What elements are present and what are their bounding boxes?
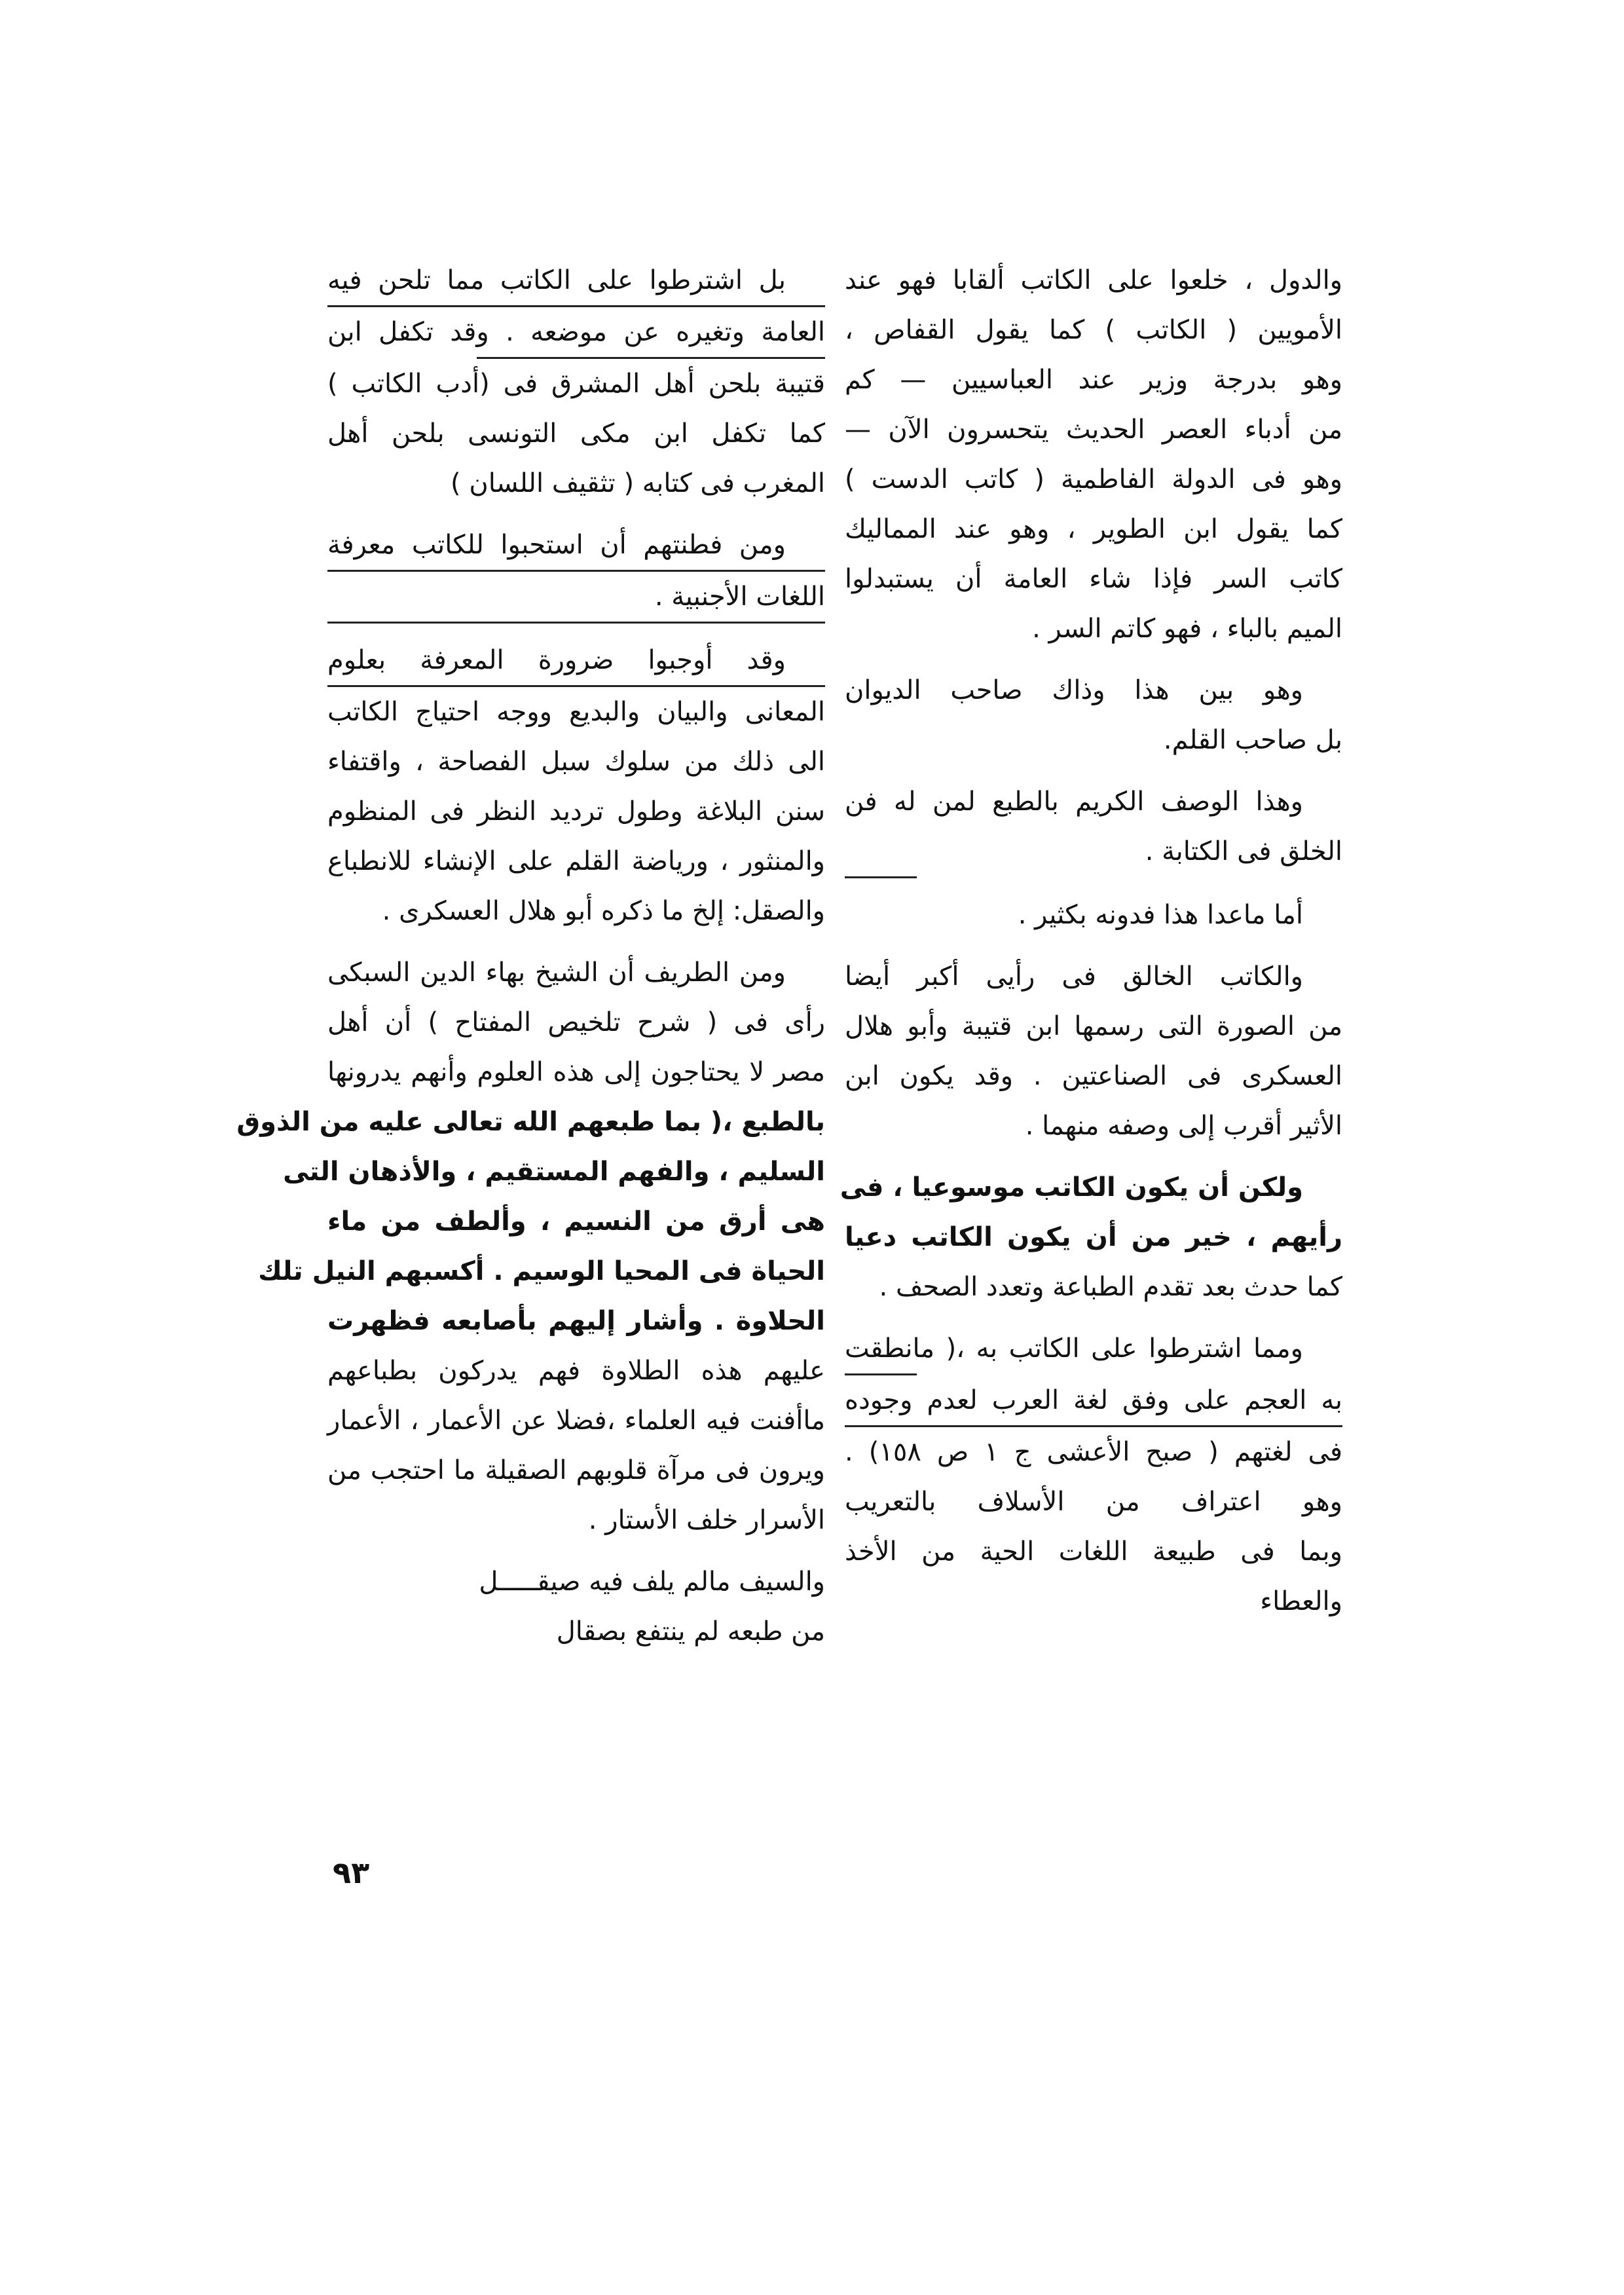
text-line: من أدباء العصر الحديث يتحسرون الآن — <box>845 415 1342 445</box>
right-column <box>840 255 1342 1638</box>
text-line: كما تكفل ابن مكى التونسى بلحن أهل <box>327 419 825 449</box>
text-line: الى ذلك من سلوك سبل الفصاحة ، واقتفاء <box>327 747 825 777</box>
text-line: الأثير أقرب إلى وصفه منهما . <box>1025 1111 1342 1141</box>
text-line: وهو فى الدولة الفاطمية ( كاتب الدست ) <box>845 464 1342 494</box>
text-line: الحياة فى المحيا الوسيم . أكسبهم النيل تلك <box>258 1256 825 1286</box>
paragraph <box>845 777 1342 878</box>
text-line: المعانى والبيان والبديع ووجه احتياج الكاتب <box>327 697 825 727</box>
text-line: بل اشترطوا على الكاتب مما تلحن فيه <box>327 265 786 295</box>
text-line: بل صاحب القلم. <box>1163 725 1342 755</box>
paragraph <box>327 255 825 508</box>
text-line: العسكرى فى الصناعتين . وقد يكون ابن <box>845 1061 1342 1091</box>
paragraph <box>840 1163 1342 1312</box>
page-number: ٩٣ <box>333 1855 370 1890</box>
text-line: ماأفنت فيه العلماء ،فضلا عن الأعمار ، الأعمار <box>327 1406 825 1436</box>
text-line: رأيهم ، خير من أن يكون الكاتب دعيا <box>845 1222 1342 1252</box>
text-line: وبما فى طبيعة اللغات الحية من الأخذ <box>845 1537 1342 1567</box>
verse-line: والسيف مالم يلف فيه صيقـــــل <box>479 1567 825 1597</box>
text-line: قتيبة بلحن أهل المشرق فى (أدب الكاتب ) <box>327 369 825 399</box>
text-line: وهو بين هذا وذاك صاحب الديوان <box>845 675 1303 705</box>
paragraph <box>845 255 1342 654</box>
text-line: أما ماعدا هذا فدونه بكثير . <box>1018 900 1303 930</box>
text-line: والعطاء <box>1260 1586 1342 1616</box>
paragraph <box>327 520 825 624</box>
text-line: من الصورة التى رسمها ابن قتيبة وأبو هلال <box>845 1011 1342 1041</box>
paragraph <box>236 948 825 1545</box>
text-line: وهو بدرجة وزير عند العباسيين — كم <box>845 365 1342 395</box>
text-line: ومما اشترطوا على الكاتب به ،( مانطقت <box>845 1334 1303 1364</box>
verse <box>327 1557 825 1656</box>
underline-mark <box>327 622 825 624</box>
text-line: والكاتب الخالق فى رأيى أكبر أيضا <box>845 961 1303 992</box>
paragraph <box>845 1324 1342 1626</box>
text-line: اللغات الأجنبية . <box>654 582 825 612</box>
text-line: كاتب السر فإذا شاء العامة أن يستبدلوا <box>845 564 1342 594</box>
text-line: كما حدث بعد تقدم الطباعة وتعدد الصحف . <box>879 1272 1342 1302</box>
paragraph <box>845 952 1342 1151</box>
underline-mark <box>845 876 917 878</box>
text-line: كما يقول ابن الطوير ، وهو عند المماليك <box>845 514 1342 544</box>
text-line: وهو اعتراف من الأسلاف بالتعريب <box>845 1487 1342 1517</box>
text-line: الأمويين ( الكاتب ) كما يقول القفاص ، <box>845 315 1342 345</box>
text-line: المغرب فى كتابه ( تثقيف اللسان ) <box>451 468 825 498</box>
text-line: سنن البلاغة وطول ترديد النظر فى المنظوم <box>327 796 825 827</box>
text-line: به العجم على وفق لغة العرب لعدم وجوده <box>845 1385 1342 1415</box>
verse-line: من طبعه لم ينتفع بصقال <box>556 1616 825 1647</box>
text-line: والمنثور ، ورياضة القلم على الإنشاء للانطباع <box>327 846 825 876</box>
text-line: والدول ، خلعوا على الكاتب ألقابا فهو عند <box>845 265 1342 295</box>
text-line: الحلاوة . وأشار إليهم بأصابعه فظهرت <box>327 1306 825 1336</box>
text-line: السليم ، والفهم المستقيم ، والأذهان التى <box>283 1157 825 1187</box>
text-line: فى لغتهم ( صبح الأعشى ج ١ ص ١٥٨) . <box>845 1437 1342 1467</box>
text-line: العامة وتغيره عن موضعه . وقد تكفل ابن <box>327 317 825 347</box>
text-line: والصقل: إلخ ما ذكره أبو هلال العسكرى . <box>382 896 825 926</box>
text-line: هى أرق من النسيم ، وألطف من ماء <box>327 1206 825 1237</box>
left-column <box>236 255 825 1668</box>
text-line: ولكن أن يكون الكاتب موسوعيا ، فى <box>840 1172 1303 1203</box>
paragraph <box>845 890 1342 940</box>
text-line: مصر لا يحتاجون إلى هذه العلوم وأنهم يدرونها <box>327 1057 825 1087</box>
text-line: الأسرار خلف الأستار . <box>588 1505 825 1535</box>
text-line: ومن الطريف أن الشيخ بهاء الدين السبكى <box>327 958 786 988</box>
text-line: ومن فطنتهم أن استحبوا للكاتب معرفة <box>327 530 786 560</box>
text-line: بالطبع ،( بما طبعهم الله تعالى عليه من الذوق <box>236 1107 825 1137</box>
text-line: ويرون فى مرآة قلوبهم الصقيلة ما احتجب من <box>327 1455 825 1485</box>
text-line: الميم بالباء ، فهو كاتم السر . <box>1032 614 1342 644</box>
text-line: الخلق فى الكتابة . <box>1145 836 1342 867</box>
text-line: عليهم هذه الطلاوة فهم يدركون بطباعهم <box>327 1356 825 1386</box>
paragraph <box>845 665 1342 765</box>
text-line: رأى فى ( شرح تلخيص المفتاح ) أن أهل <box>327 1007 825 1037</box>
text-line: وقد أوجبوا ضرورة المعرفة بعلوم <box>327 645 786 675</box>
paragraph <box>327 635 825 936</box>
text-line: وهذا الوصف الكريم بالطبع لمن له فن <box>845 787 1303 817</box>
